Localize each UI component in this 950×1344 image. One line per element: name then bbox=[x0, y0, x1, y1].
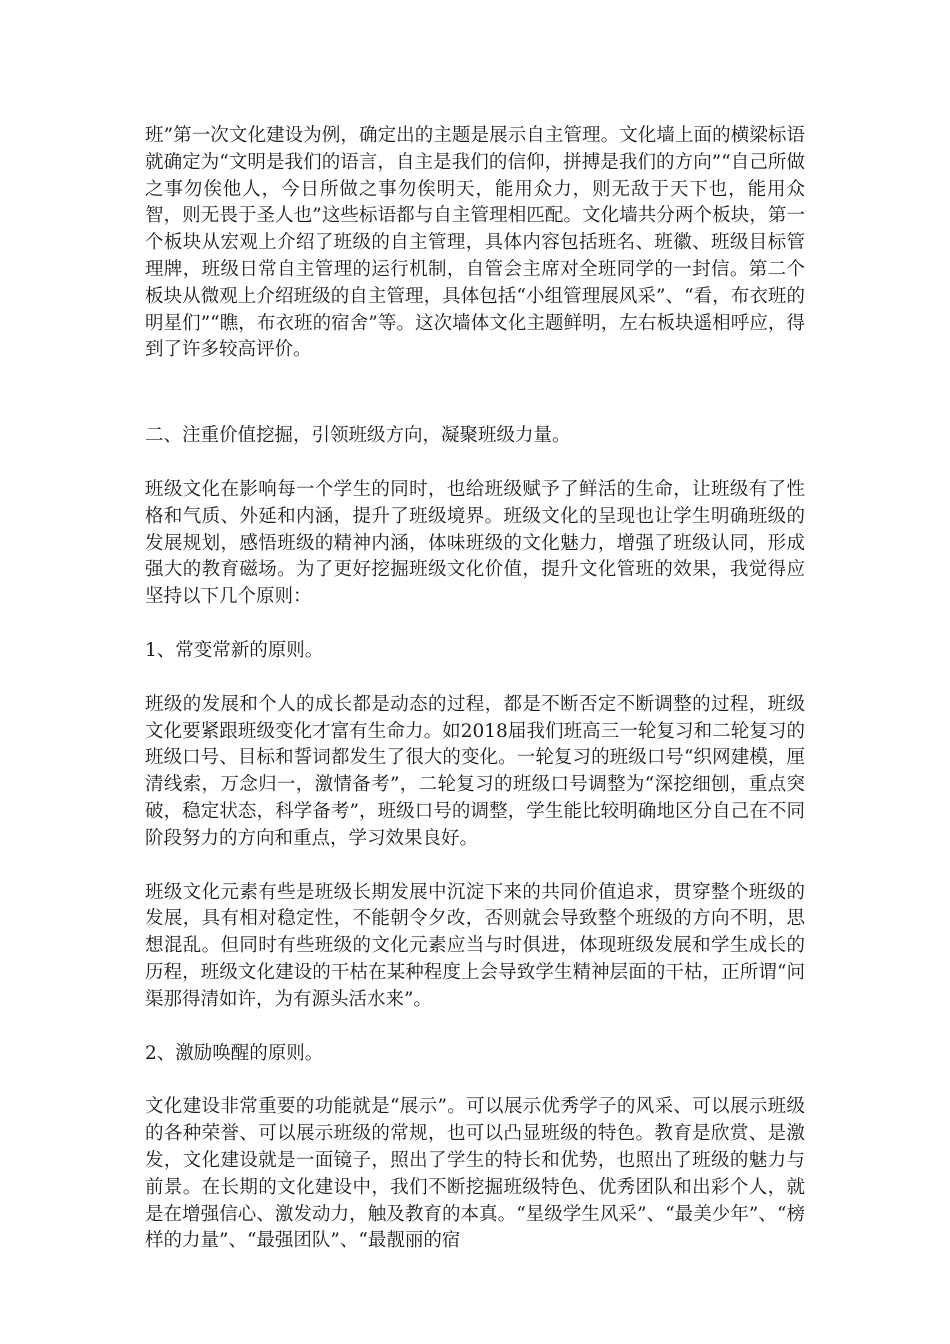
principle-heading-1: 1、常变常新的原则。 bbox=[145, 639, 324, 661]
document-body bbox=[145, 123, 805, 1255]
spacer bbox=[145, 364, 805, 423]
paragraph-display-function: 文化建设非常重要的功能就是“展示”。可以展示优秀学子的风采、可以展示班级的各种荣誉、可以展示班级的常规，也可以凸显班级的特色。教育是欣赏、是激发，文化建设就是一面镜子，照出了学生的特长和优势，也照出了班级的魅力与前景。在长期的文化建设中，我们不断挖掘班级特色、优秀团队和出彩个人，就是在增强信心、激发动力，触及教育的本真。“星级学生风采”、“最美少年”、“榜样的力量”、“最强团队”、“最靓丽的宿 bbox=[145, 1096, 805, 1252]
spacer bbox=[145, 1014, 805, 1041]
section-heading-value-mining: 二、注重价值挖掘，引领班级方向，凝聚班级力量。 bbox=[145, 425, 571, 447]
spacer bbox=[145, 853, 805, 880]
paragraph-culture-elements: 班级文化元素有些是班级长期发展中沉淀下来的共同价值追求，贯穿整个班级的发展，具有相对稳定性，不能朝令夕改，否则就会导致整个班级的方向不明，思想混乱。但同时有些班级的文化元素应当与时俱进，体现班级发展和学生成长的历程，班级文化建设的干枯在某种程度上会导致学生精神层面的干枯，正所谓“问渠那得清如许，为有源头活水来”。 bbox=[145, 881, 805, 1010]
spacer bbox=[145, 1067, 805, 1094]
paragraph-wall-culture: 班”第一次文化建设为例，确定出的主题是展示自主管理。文化墙上面的横梁标语就确定为“文明是我们的语言，自主是我们的信仰，拼搏是我们的方向”“自己所做之事勿俟他人，今日所做之事勿俟明天，能用众力，则无敌于天下也，能用众智，则无畏于圣人也”这些标语都与自主管理相匹配。文化墙共分两个板块，第一个板块从宏观上介绍了班级的自主管理，具体内容包括班名、班徽、班级目标管理牌，班级日常自主管理的运行机制，自管会主席对全班同学的一封信。第二个板块从微观上介绍班级的自主管理，具体包括“小组管理展风采”、“看，布衣班的明星们”“瞧，布衣班的宿舍”等。这次墙体文化主题鲜明，左右板块遥相呼应，得到了许多较高评价。 bbox=[145, 125, 805, 361]
paragraph-class-culture-influence: 班级文化在影响每一个学生的同时，也给班级赋予了鲜活的生命，让班级有了性格和气质、外延和内涵，提升了班级境界。班级文化的呈现也让学生明确班级的发展规划，感悟班级的精神内涵，体味班级的文化魅力，增强了班级认同，形成强大的教育磁场。为了更好挖掘班级文化价值，提升文化管班的效果，我觉得应坚持以下几个原则： bbox=[145, 478, 805, 608]
spacer bbox=[145, 665, 805, 692]
spacer bbox=[145, 450, 805, 477]
paragraph-dynamic-process: 班级的发展和个人的成长都是动态的过程，都是不断否定不断调整的过程，班级文化要紧跟班级变化才富有生命力。如2018届我们班高三一轮复习和二轮复习的班级口号、目标和誓词都发生了很大的变化。一轮复习的班级口号“织网建模，厘清线索，万念归一，激情备考”，二轮复习的班级口号调整为“深挖细刨，重点突破，稳定状态，科学备考”，班级口号的调整，学生能比较明确地区分自己在不同阶段努力的方向和重点，学习效果良好。 bbox=[145, 693, 805, 849]
spacer bbox=[145, 611, 805, 638]
principle-heading-2: 2、激励唤醒的原则。 bbox=[145, 1042, 324, 1064]
